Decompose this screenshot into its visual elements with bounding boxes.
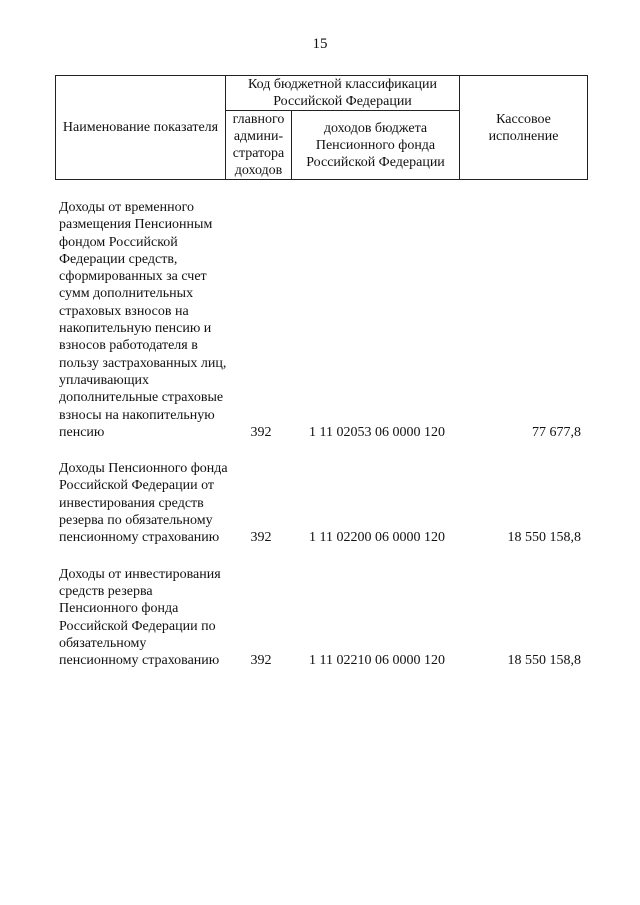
table-body (59, 199, 587, 688)
row-code: 1 11 02053 06 0000 120 (309, 424, 445, 440)
page-number: 15 (312, 36, 328, 52)
row-admin: 392 (250, 530, 272, 546)
row-admin: 392 (250, 424, 272, 440)
row-name: Доходы от временного размещения Пенсионным фондом Российской Федерации средств, сформированных за счет сумм дополнительных страховых взносов на накопительную пенсию и взносов работодателя в пользу застрахованных лиц, уплачивающих дополнительные страховые взносы на накопительную пенсию (59, 200, 227, 440)
row-code: 1 11 02210 06 0000 120 (309, 653, 445, 669)
header-admin: главного админи-стратора доходов (226, 111, 292, 180)
table-row (59, 199, 587, 441)
row-name: Доходы Пенсионного фонда Российской Федерации от инвестирования средств резерва по обязательному пенсионному страхованию (59, 461, 228, 546)
row-amount: 77 677,8 (532, 424, 581, 440)
row-name: Доходы от инвестирования средств резерва Пенсионного фонда Российской Федерации по обязательному пенсионному страхованию (59, 566, 221, 669)
row-amount: 18 550 158,8 (507, 530, 581, 546)
table-header (55, 75, 588, 180)
header-name: Наименование показателя (56, 76, 226, 180)
row-amount: 18 550 158,8 (507, 653, 581, 669)
header-code-group: Код бюджетной классификации Российской Федерации (226, 76, 460, 111)
table-row (59, 460, 587, 546)
header-amount: Кассовое исполнение (460, 76, 588, 180)
header-budget: доходов бюджета Пенсионного фонда Российской Федерации (292, 111, 460, 180)
table-row (59, 566, 587, 670)
row-code: 1 11 02200 06 0000 120 (309, 530, 445, 546)
row-admin: 392 (250, 653, 272, 669)
